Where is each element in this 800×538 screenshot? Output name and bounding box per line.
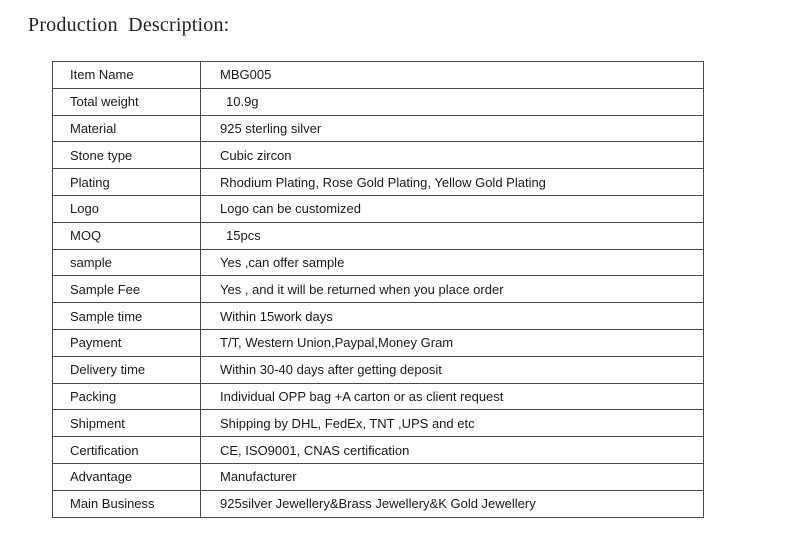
- row-label-main-business: Main Business: [53, 490, 201, 517]
- row-label-item-name: Item Name: [53, 62, 201, 89]
- spec-table: [52, 61, 704, 518]
- table-row: [53, 383, 704, 410]
- table-row: [53, 142, 704, 169]
- row-value-total-weight: 10.9g: [201, 88, 704, 115]
- table-row: [53, 222, 704, 249]
- table-row: [53, 88, 704, 115]
- table-row: [53, 195, 704, 222]
- table-row: [53, 410, 704, 437]
- row-value-payment: T/T, Western Union,Paypal,Money Gram: [201, 329, 704, 356]
- row-value-item-name: MBG005: [201, 62, 704, 89]
- row-value-material: 925 sterling silver: [201, 115, 704, 142]
- row-value-delivery-time: Within 30-40 days after getting deposit: [201, 356, 704, 383]
- row-value-certification: CE, ISO9001, CNAS certification: [201, 437, 704, 464]
- row-value-moq: 15pcs: [201, 222, 704, 249]
- table-row: [53, 249, 704, 276]
- page-title: Production Description:: [28, 14, 230, 36]
- table-row: [53, 490, 704, 517]
- row-value-plating: Rhodium Plating, Rose Gold Plating, Yellow Gold Plating: [201, 169, 704, 196]
- row-label-shipment: Shipment: [53, 410, 201, 437]
- row-value-sample: Yes ,can offer sample: [201, 249, 704, 276]
- row-label-sample-time: Sample time: [53, 303, 201, 330]
- row-label-logo: Logo: [53, 195, 201, 222]
- row-value-logo: Logo can be customized: [201, 195, 704, 222]
- table-row: [53, 303, 704, 330]
- row-value-sample-time: Within 15work days: [201, 303, 704, 330]
- row-value-main-business: 925silver Jewellery&Brass Jewellery&K Gold Jewellery: [201, 490, 704, 517]
- row-label-moq: MOQ: [53, 222, 201, 249]
- row-label-packing: Packing: [53, 383, 201, 410]
- row-label-certification: Certification: [53, 437, 201, 464]
- table-row: [53, 169, 704, 196]
- row-label-material: Material: [53, 115, 201, 142]
- table-row: [53, 62, 704, 89]
- row-value-sample-fee: Yes , and it will be returned when you place order: [201, 276, 704, 303]
- row-value-packing: Individual OPP bag +A carton or as client request: [201, 383, 704, 410]
- row-label-delivery-time: Delivery time: [53, 356, 201, 383]
- row-label-sample-fee: Sample Fee: [53, 276, 201, 303]
- table-row: [53, 115, 704, 142]
- row-value-stone-type: Cubic zircon: [201, 142, 704, 169]
- table-row: [53, 463, 704, 490]
- row-label-plating: Plating: [53, 169, 201, 196]
- table-row: [53, 329, 704, 356]
- row-label-payment: Payment: [53, 329, 201, 356]
- row-value-shipment: Shipping by DHL, FedEx, TNT ,UPS and etc: [201, 410, 704, 437]
- row-value-advantage: Manufacturer: [201, 463, 704, 490]
- row-label-stone-type: Stone type: [53, 142, 201, 169]
- table-row: [53, 276, 704, 303]
- row-label-sample: sample: [53, 249, 201, 276]
- row-label-total-weight: Total weight: [53, 88, 201, 115]
- table-row: [53, 437, 704, 464]
- row-label-advantage: Advantage: [53, 463, 201, 490]
- table-row: [53, 356, 704, 383]
